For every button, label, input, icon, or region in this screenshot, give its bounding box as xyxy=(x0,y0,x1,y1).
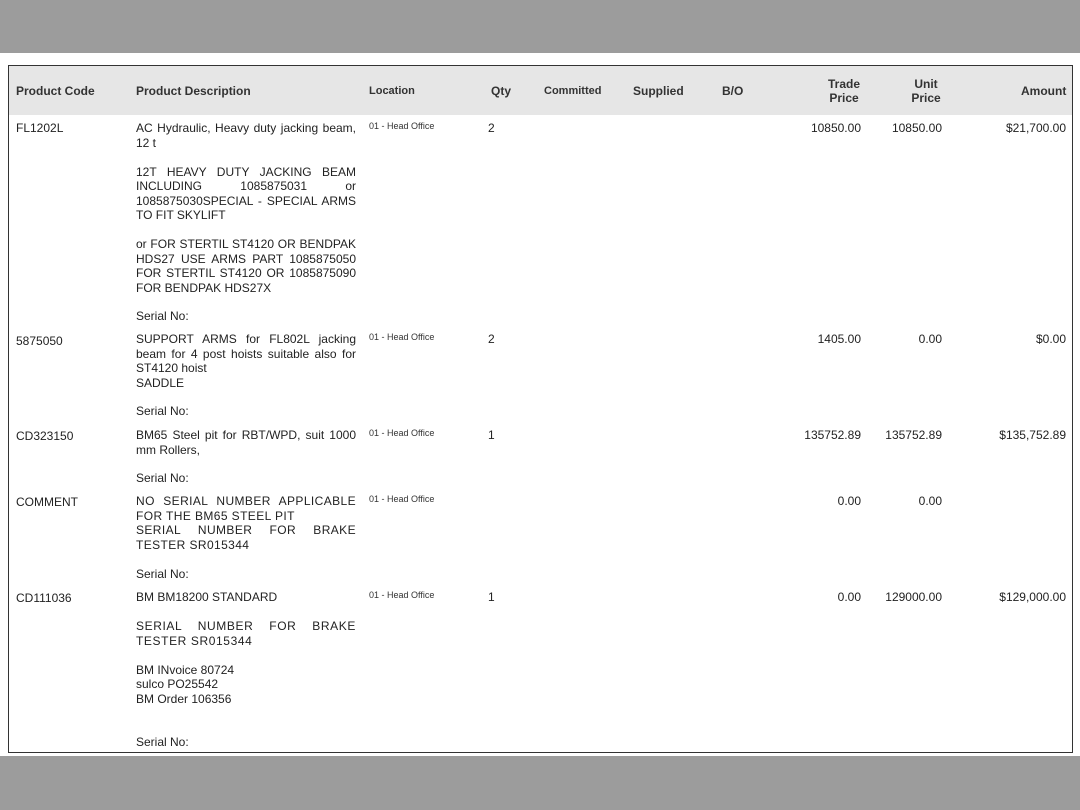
serial-label: Serial No: xyxy=(136,404,189,418)
unit-price-value: 135752.89 xyxy=(885,428,942,442)
description-line: AC Hydraulic, Heavy duty jacking beam, 12 t xyxy=(136,121,356,150)
serial-label: Serial No: xyxy=(136,309,189,323)
description-line: SUPPORT ARMS for FL802L jacking beam for 4 post hoists suitable also for ST4120 hoist xyxy=(136,332,356,375)
bottom-bar xyxy=(0,756,1080,810)
trade-price-value: 0.00 xyxy=(837,494,861,508)
product-code: CD111036 xyxy=(16,591,72,605)
header-product-description: Product Description xyxy=(136,84,251,98)
invoice-table xyxy=(8,65,1073,753)
qty-value: 1 xyxy=(488,428,495,442)
description-line: BM Order 106356 xyxy=(136,691,232,706)
description-line: SERIAL NUMBER FOR BRAKE TESTER SR015344 xyxy=(136,523,356,552)
trade-price-value: 1405.00 xyxy=(817,332,861,346)
product-description xyxy=(136,121,356,295)
description-line: SADDLE xyxy=(136,375,185,390)
serial-label: Serial No: xyxy=(136,471,189,485)
description-line: BM BM18200 STANDARD xyxy=(136,590,278,604)
header-unit-price-line2: Price xyxy=(911,91,941,105)
amount-value: $21,700.00 xyxy=(1005,121,1066,135)
description-line: BM INvoice 80724 xyxy=(136,662,235,677)
header-qty: Qty xyxy=(491,84,512,98)
location-value: 01 - Head Office xyxy=(369,428,435,438)
header-trade-price-line1: Trade xyxy=(827,77,860,91)
table-header xyxy=(9,66,1072,115)
serial-label: Serial No: xyxy=(136,567,189,581)
unit-price-value: 0.00 xyxy=(918,332,942,346)
header-amount: Amount xyxy=(1021,84,1067,98)
product-description xyxy=(136,332,356,390)
amount-value: $129,000.00 xyxy=(999,590,1066,604)
description-line: SERIAL NUMBER FOR BRAKE TESTER SR015344 xyxy=(136,619,356,648)
description-line: NO SERIAL NUMBER APPLICABLE FOR THE BM65 STEEL PIT xyxy=(136,494,356,523)
header-product-code: Product Code xyxy=(16,84,95,98)
product-code: 5875050 xyxy=(16,334,63,348)
header-supplied: Supplied xyxy=(633,84,684,98)
description-line: 12T HEAVY DUTY JACKING BEAM INCLUDING 1085875031 or 1085875030SPECIAL - SPECIAL ARMS TO FIT SKYLIFT xyxy=(136,164,356,222)
product-description xyxy=(136,494,356,552)
product-description xyxy=(136,590,356,706)
header-location: Location xyxy=(369,85,415,97)
description-line: sulco PO25542 xyxy=(136,677,219,691)
qty-value: 2 xyxy=(488,332,495,346)
description-line: BM65 Steel pit for RBT/WPD, suit 1000 mm Rollers, xyxy=(136,428,356,457)
header-trade-price xyxy=(819,77,869,105)
header-unit-price xyxy=(901,77,951,105)
document-page xyxy=(0,53,1080,756)
serial-label: Serial No: xyxy=(136,735,189,749)
top-bar xyxy=(0,0,1080,53)
location-value: 01 - Head Office xyxy=(369,121,435,131)
description-line: or FOR STERTIL ST4120 OR BENDPAK HDS27 USE ARMS PART 1085875050 FOR STERTIL ST4120 OR 1085875090 FOR BENDPAK HDS27X xyxy=(136,237,356,295)
amount-value: $135,752.89 xyxy=(999,428,1066,442)
product-code: COMMENT xyxy=(16,495,78,509)
unit-price-value: 10850.00 xyxy=(891,121,942,135)
header-committed: Committed xyxy=(544,85,602,97)
header-bo: B/O xyxy=(722,84,744,98)
unit-price-value: 129000.00 xyxy=(885,590,942,604)
amount-value: $0.00 xyxy=(1035,332,1066,346)
trade-price-value: 0.00 xyxy=(837,590,861,604)
location-value: 01 - Head Office xyxy=(369,332,435,342)
header-unit-price-line1: Unit xyxy=(914,77,938,91)
unit-price-value: 0.00 xyxy=(918,494,942,508)
product-description xyxy=(136,428,356,457)
product-code: CD323150 xyxy=(16,429,74,443)
header-trade-price-line2: Price xyxy=(829,91,859,105)
trade-price-value: 10850.00 xyxy=(810,121,861,135)
location-value: 01 - Head Office xyxy=(369,494,435,504)
qty-value: 1 xyxy=(488,590,495,604)
location-value: 01 - Head Office xyxy=(369,590,435,600)
product-code: FL1202L xyxy=(16,121,64,135)
qty-value: 2 xyxy=(488,121,495,135)
trade-price-value: 135752.89 xyxy=(804,428,861,442)
